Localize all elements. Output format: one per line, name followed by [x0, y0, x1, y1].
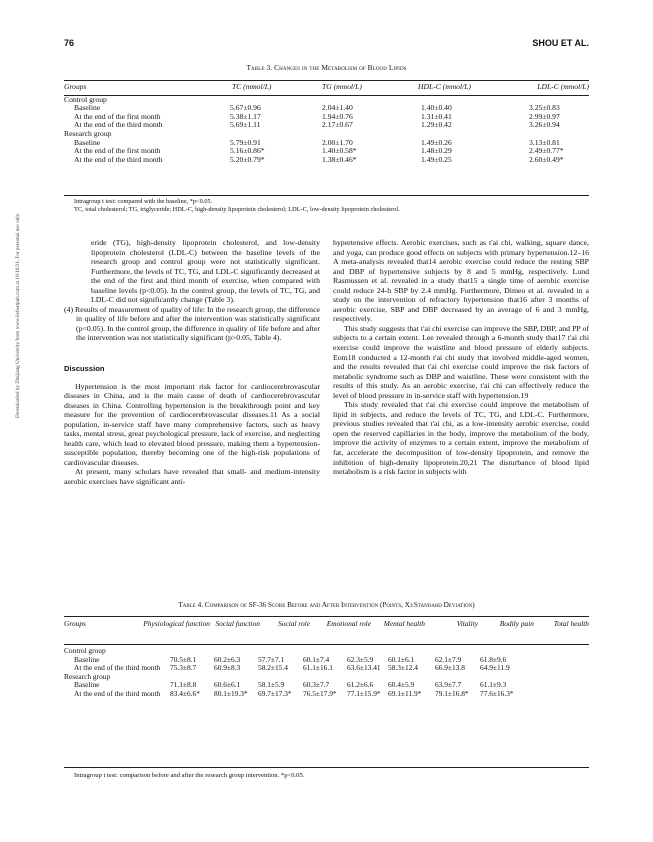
row-label: At the end of the first month — [74, 146, 161, 156]
cell-value: 1.49±0.25 — [421, 154, 452, 164]
cell-value: 1.94±0.76 — [322, 111, 353, 121]
table4-header-emotional-role: Emotional role — [326, 619, 371, 628]
table3-header-row — [64, 83, 589, 92]
discussion-paragraph-2: At present, many scholars have revealed that small- and medium-intensity aerobic exercises have significant anti- — [64, 467, 320, 487]
cell-value: 1.31±0.41 — [421, 111, 452, 121]
right-column — [333, 238, 589, 477]
table4-header-rule — [64, 644, 589, 645]
table3-caption: Table 3. Changes in the Metabolism of Blood Lipids — [246, 63, 407, 72]
cell-value: 64.9±11.9 — [480, 663, 510, 673]
results-item-4: (4) Results of measurement of quality of life: In the research group, the difference in quality of life before and after the intervention was statistically significant (p<0.05). In the control group, the difference in quality of life before and after the intervention was not statistically significant (p>0.05, Table 4). — [64, 304, 320, 343]
cell-value: 77.1±15.9* — [347, 688, 381, 698]
cell-value: 60.2±6.3 — [214, 654, 241, 664]
page-number: 76 — [64, 38, 75, 48]
cell-value: 60.9±8.3 — [214, 663, 241, 673]
cell-value: 70.5±8.1 — [170, 654, 197, 664]
section-heading-discussion: Discussion — [64, 364, 105, 374]
cell-value: 61.1±16.1 — [303, 663, 333, 673]
table4-top-rule — [64, 616, 589, 617]
cell-value: 5.69±1.11 — [230, 120, 261, 130]
cell-value: 63.6±13.41 — [347, 663, 381, 673]
cell-value: 1.40±0.58* — [322, 146, 357, 156]
table4-group-label: Control group — [64, 646, 106, 655]
cell-value: 60.6±6.1 — [214, 680, 241, 690]
table3-group-label: Research group — [64, 128, 112, 138]
right-paragraph-1: hypertensive effects. Aerobic exercises, such as t'ai chi, walking, square dance, and yoga, can produce good effects on subjects with primary hypertension.12–16 A meta-analysis revealed that14 aerobic exercise could reduce the resting SBP and DBP of hypertensive subjects by 8 and 5 mmHg, respectively. Lund Rasmussen et al. revealed in a study that15 a single time of aerobic exercise could reduce 24-h SBP by 2.4 mmHg. Furthermore, Dimeo et al. revealed in a study on the intervention of refractory hypertension that16 after 3 months of aerobic exercise, SBP and DBP decreased by an average of 6 and 3 mmHg, respectively. — [333, 238, 589, 324]
cell-value: 1.38±0.46* — [322, 154, 357, 164]
cell-value: 3.13±0.81 — [529, 137, 560, 147]
cell-value: 2.49±0.77* — [529, 146, 564, 156]
cell-value: 5.20±0.79* — [230, 154, 265, 164]
cell-value: 83.4±6.6* — [170, 688, 200, 698]
table4-header-physiological: Physiological function — [143, 619, 210, 628]
cell-value: 2.99±0.97 — [529, 111, 560, 121]
row-label: At the end of the third month — [74, 663, 161, 673]
table4-header-vitality: Vitality — [456, 619, 478, 628]
cell-value: 1.49±0.26 — [421, 137, 452, 147]
table4-header-total-health: Total health — [553, 619, 589, 628]
cell-value: 61.1±9.3 — [480, 680, 507, 690]
cell-value: 1.48±0.29 — [421, 146, 452, 156]
row-label: Baseline — [74, 137, 101, 147]
table4-header-row — [64, 620, 589, 629]
right-paragraph-2: This study suggests that t'ai chi exercise can improve the SBP, DBP, and PP of subjects to a certain extent. Lee revealed through a 6-month study that17 t'ai chi exercise could improve the waistline and blood pressure of elderly subjects. Eom18 conducted a 12-month t'ai chi study that involved middle-aged women, and the results revealed that t'ai chi exercise could improve the risk factors of metabolic syndrome such as DBP and waistline. These were consistent with the results of this study. As an aerobic exercise, t'ai chi can effectively reduce the level of blood pressure in in-service staff with hypertension.19 — [333, 323, 589, 400]
cell-value: 2.00±1.70 — [322, 137, 353, 147]
table3-header-hdl: HDL-C (mmol/L) — [418, 82, 471, 91]
cell-value: 76.5±17.9* — [303, 688, 337, 698]
cell-value: 71.1±8.8 — [170, 680, 197, 690]
cell-value: 60.1±7.4 — [303, 654, 330, 664]
cell-value: 57.7±7.1 — [258, 654, 285, 664]
table3 — [64, 83, 589, 164]
table3-header-ldl: LDL-C (mmol/L) — [537, 82, 589, 91]
table3-note-abbrev: TC, total cholesterol; TG, triglyceride; HDL-C, high-density lipoprotein cholesterol; LDL-C, low-density lipoprotein cholesterol. — [74, 206, 400, 213]
cell-value: 69.7±17.3* — [258, 688, 292, 698]
row-label: At the end of the first month — [74, 111, 161, 121]
discussion-paragraph-1: Hypertension is the most important risk factor for cardiocerebrovascular diseases in China, and is the main cause of death of cardiocerebrovascular diseases in China. Controlling hypertension is the breakthrough point and key measure for the prevention of cardiocerebrovascular diseases.11 As a social population, in-service staff have many comprehensive factors, such as heavy tasks, mental stress, great psychological pressure, lack of exercise, and neglecting health care, which lead to elevated blood pressure, making them a hypertension-susceptible population, thereby becoming one of the high-risk populations of cardiovascular diseases. — [64, 381, 320, 467]
cell-value: 5.67±0.96 — [230, 103, 261, 113]
table3-group-label: Control group — [64, 94, 107, 104]
cell-value: 2.60±0.49* — [529, 154, 564, 164]
cell-value: 2.17±0.67 — [322, 120, 353, 130]
cell-value: 62.1±7.9 — [435, 654, 462, 664]
cell-value: 80.1±19.3* — [214, 688, 248, 698]
table4-group-label: Research group — [64, 671, 111, 681]
row-label: At the end of the third month — [74, 120, 163, 130]
cell-value: 58.2±15.4 — [258, 663, 288, 673]
table3-bottom-rule — [64, 195, 589, 196]
table3-header-groups: Groups — [64, 82, 87, 91]
row-label: Baseline — [74, 654, 100, 664]
row-label: Baseline — [74, 103, 101, 113]
cell-value: 61.2±6.6 — [347, 680, 374, 690]
cell-value: 77.6±16.3* — [480, 688, 514, 698]
table3-header-tg: TG (mmol/L) — [322, 82, 362, 91]
cell-value: 3.25±0.83 — [529, 103, 560, 113]
cell-value: 61.8±9.6 — [480, 654, 507, 664]
table4-header-groups: Groups — [64, 619, 86, 628]
table4-body — [64, 647, 604, 699]
table4-header-mental-health: Mental health — [383, 619, 425, 628]
cell-value: 5.79±0.91 — [230, 137, 261, 147]
cell-value: 66.9±13.8 — [435, 663, 465, 673]
cell-value: 1.29±0.42 — [421, 120, 452, 130]
cell-value: 58.1±5.9 — [258, 680, 285, 690]
left-column — [64, 238, 320, 487]
results-paragraph: eride (TG), high-density lipoprotein cholesterol, and low-density lipoprotein cholesterol (LDL-C) between the baseline levels of the research group and control group were not statistically significant. Furthermore, the levels of TC, TG, and LDL-C significantly decreased at the end of the first and third month of exercise, when compared with baseline levels (p<0.05). In the control group, the levels of TC, TG, and LDL-C did not significantly change (Table 3). — [91, 238, 320, 305]
table3-note-stats: Intragroup t test: compared with the baseline, *p<0.05. — [74, 198, 213, 205]
cell-value: 69.1±11.9* — [388, 688, 422, 698]
row-label: At the end of the third month — [74, 688, 161, 698]
table4-caption: Table 4. Comparison of SF-36 Score Before and After Intervention (Points, X±Standard Deviation) — [178, 601, 475, 609]
table-row — [64, 690, 520, 699]
table4-footnote: Intragroup t test: comparison before and after the research group intervention. *p<0.05. — [74, 772, 305, 779]
cell-value: 5.38±1.17 — [230, 111, 261, 121]
cell-value: 75.3±8.7 — [170, 663, 197, 673]
cell-value: 60.3±7.7 — [303, 680, 330, 690]
table4-header-social-function: Social function — [215, 619, 260, 628]
download-notice: Downloaded by Zhejiang University from www.liebertpub.com at 10/16/21. For personal use only. — [15, 212, 21, 418]
cell-value: 58.3±12.4 — [388, 663, 418, 673]
table4-header-bodily-pain: Bodily pain — [499, 619, 534, 628]
cell-value: 1.40±0.40 — [421, 103, 452, 113]
cell-value: 62.3±5.9 — [347, 654, 374, 664]
right-paragraph-3: This study revealed that t'ai chi exercise could improve the metabolism of lipid in subjects, and reduce the levels of TC, TG, and LDL-C. Furthermore, previous studies revealed that t'ai chi, as a low-intensity aerobic exercise, could open the reserved capillaries in the body, improve the metabolism of the body, improve the activity of enzymes to a certain extent, improve the metabolism of fat, accelerate the decomposition of low-density lipoprotein, and remove the inhibition of high-density lipoprotein.20,21 The disturbance of blood lipid metabolism is a risk factor in subjects with — [333, 400, 589, 477]
table4-bottom-rule — [64, 767, 589, 768]
cell-value: 5.16±0.86* — [230, 146, 265, 156]
cell-value: 79.1±16.8* — [435, 688, 469, 698]
table4 — [64, 620, 589, 629]
row-label: Baseline — [74, 680, 100, 690]
table4-header-social-role: Social role — [278, 619, 310, 628]
table3-footnote — [74, 198, 589, 214]
cell-value: 2.04±1.40 — [322, 103, 353, 113]
cell-value: 3.26±0.94 — [529, 120, 560, 130]
cell-value: 60.1±6.1 — [388, 654, 415, 664]
table-row — [64, 121, 589, 130]
running-head: SHOU ET AL. — [532, 38, 589, 48]
row-label: At the end of the third month — [74, 154, 163, 164]
table-row — [64, 664, 520, 673]
table3-header-tc: TC (mmol/L) — [232, 82, 272, 91]
cell-value: 60.4±5.9 — [388, 680, 415, 690]
cell-value: 63.9±7.7 — [435, 680, 462, 690]
table3-top-rule — [64, 80, 589, 81]
table-row — [64, 156, 589, 165]
